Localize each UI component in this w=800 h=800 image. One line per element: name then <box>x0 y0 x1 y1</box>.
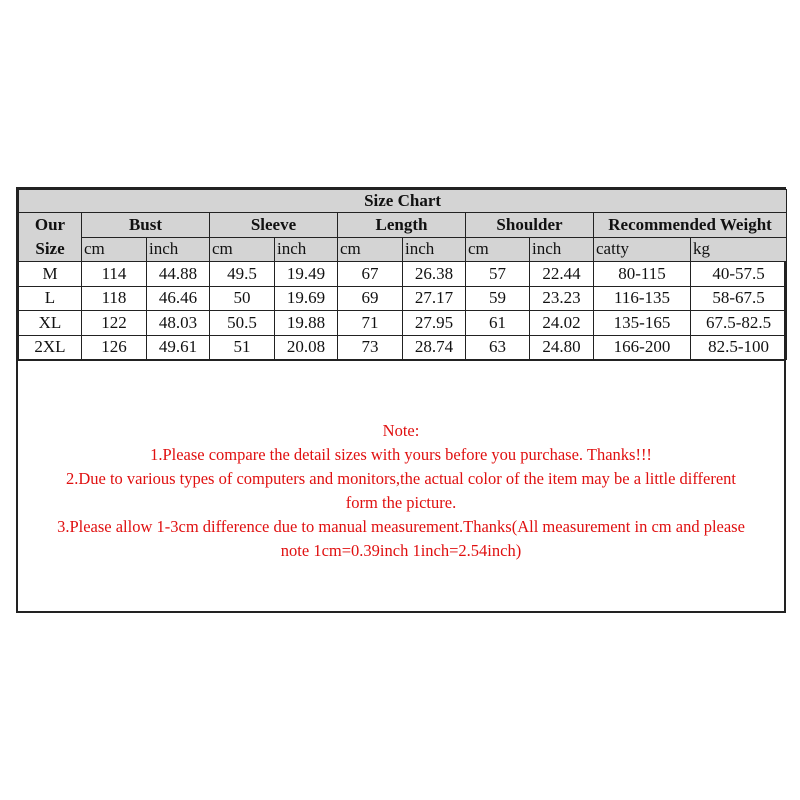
table-row <box>19 286 787 311</box>
note-line: 3.Please allow 1-3cm difference due to manual measurement.Thanks(All measurement in cm and please <box>57 517 745 536</box>
size-chart <box>16 187 786 613</box>
note-section <box>18 360 784 611</box>
value-cell: 73 <box>338 335 403 360</box>
size-cell: M <box>19 262 82 287</box>
unit-header: cm <box>82 237 147 262</box>
note-heading: Note: <box>382 421 420 440</box>
value-cell: 51 <box>210 335 275 360</box>
unit-header: catty <box>594 237 691 262</box>
size-header-top: Our <box>34 215 66 234</box>
note-line: 2.Due to various types of computers and monitors,the actual color of the item may be a little different <box>65 469 737 488</box>
value-cell: 27.95 <box>403 311 466 336</box>
value-cell: 27.17 <box>403 286 466 311</box>
table-row <box>19 335 787 360</box>
value-cell: 22.44 <box>530 262 594 287</box>
value-cell: 67.5-82.5 <box>691 311 787 336</box>
size-cell: 2XL <box>19 335 82 360</box>
unit-header: inch <box>530 237 594 262</box>
unit-header: cm <box>466 237 530 262</box>
value-cell: 61 <box>466 311 530 336</box>
value-cell: 80-115 <box>594 262 691 287</box>
value-cell: 69 <box>338 286 403 311</box>
unit-header: inch <box>403 237 466 262</box>
table-row <box>19 262 787 287</box>
value-cell: 57 <box>466 262 530 287</box>
size-table <box>18 189 787 360</box>
value-cell: 67 <box>338 262 403 287</box>
size-header-bottom: Size <box>35 239 65 258</box>
value-cell: 63 <box>466 335 530 360</box>
group-header-sleeve: Sleeve <box>210 213 338 238</box>
value-cell: 166-200 <box>594 335 691 360</box>
table-row <box>19 311 787 336</box>
note-line: form the picture. <box>345 493 457 512</box>
group-header-length: Length <box>338 213 466 238</box>
unit-header: cm <box>210 237 275 262</box>
group-header-recommended-weight: Recommended Weight <box>594 213 787 238</box>
value-cell: 58-67.5 <box>691 286 787 311</box>
unit-header: kg <box>691 237 787 262</box>
value-cell: 19.69 <box>275 286 338 311</box>
value-cell: 126 <box>82 335 147 360</box>
value-cell: 82.5-100 <box>691 335 787 360</box>
size-cell: L <box>19 286 82 311</box>
group-header-shoulder: Shoulder <box>466 213 594 238</box>
value-cell: 24.02 <box>530 311 594 336</box>
note-line: 1.Please compare the detail sizes with yours before you purchase. Thanks!!! <box>150 445 652 464</box>
value-cell: 20.08 <box>275 335 338 360</box>
group-header-bust: Bust <box>82 213 210 238</box>
size-header <box>19 213 82 262</box>
value-cell: 44.88 <box>147 262 210 287</box>
chart-title: Size Chart <box>19 190 787 213</box>
value-cell: 49.5 <box>210 262 275 287</box>
unit-header: cm <box>338 237 403 262</box>
value-cell: 48.03 <box>147 311 210 336</box>
value-cell: 46.46 <box>147 286 210 311</box>
unit-header: inch <box>275 237 338 262</box>
value-cell: 26.38 <box>403 262 466 287</box>
size-cell: XL <box>19 311 82 336</box>
value-cell: 122 <box>82 311 147 336</box>
value-cell: 40-57.5 <box>691 262 787 287</box>
value-cell: 135-165 <box>594 311 691 336</box>
value-cell: 59 <box>466 286 530 311</box>
value-cell: 116-135 <box>594 286 691 311</box>
value-cell: 24.80 <box>530 335 594 360</box>
value-cell: 19.49 <box>275 262 338 287</box>
value-cell: 19.88 <box>275 311 338 336</box>
note-line: note 1cm=0.39inch 1inch=2.54inch) <box>280 541 522 560</box>
value-cell: 28.74 <box>403 335 466 360</box>
value-cell: 50.5 <box>210 311 275 336</box>
value-cell: 50 <box>210 286 275 311</box>
value-cell: 71 <box>338 311 403 336</box>
unit-header: inch <box>147 237 210 262</box>
value-cell: 118 <box>82 286 147 311</box>
value-cell: 23.23 <box>530 286 594 311</box>
value-cell: 114 <box>82 262 147 287</box>
value-cell: 49.61 <box>147 335 210 360</box>
